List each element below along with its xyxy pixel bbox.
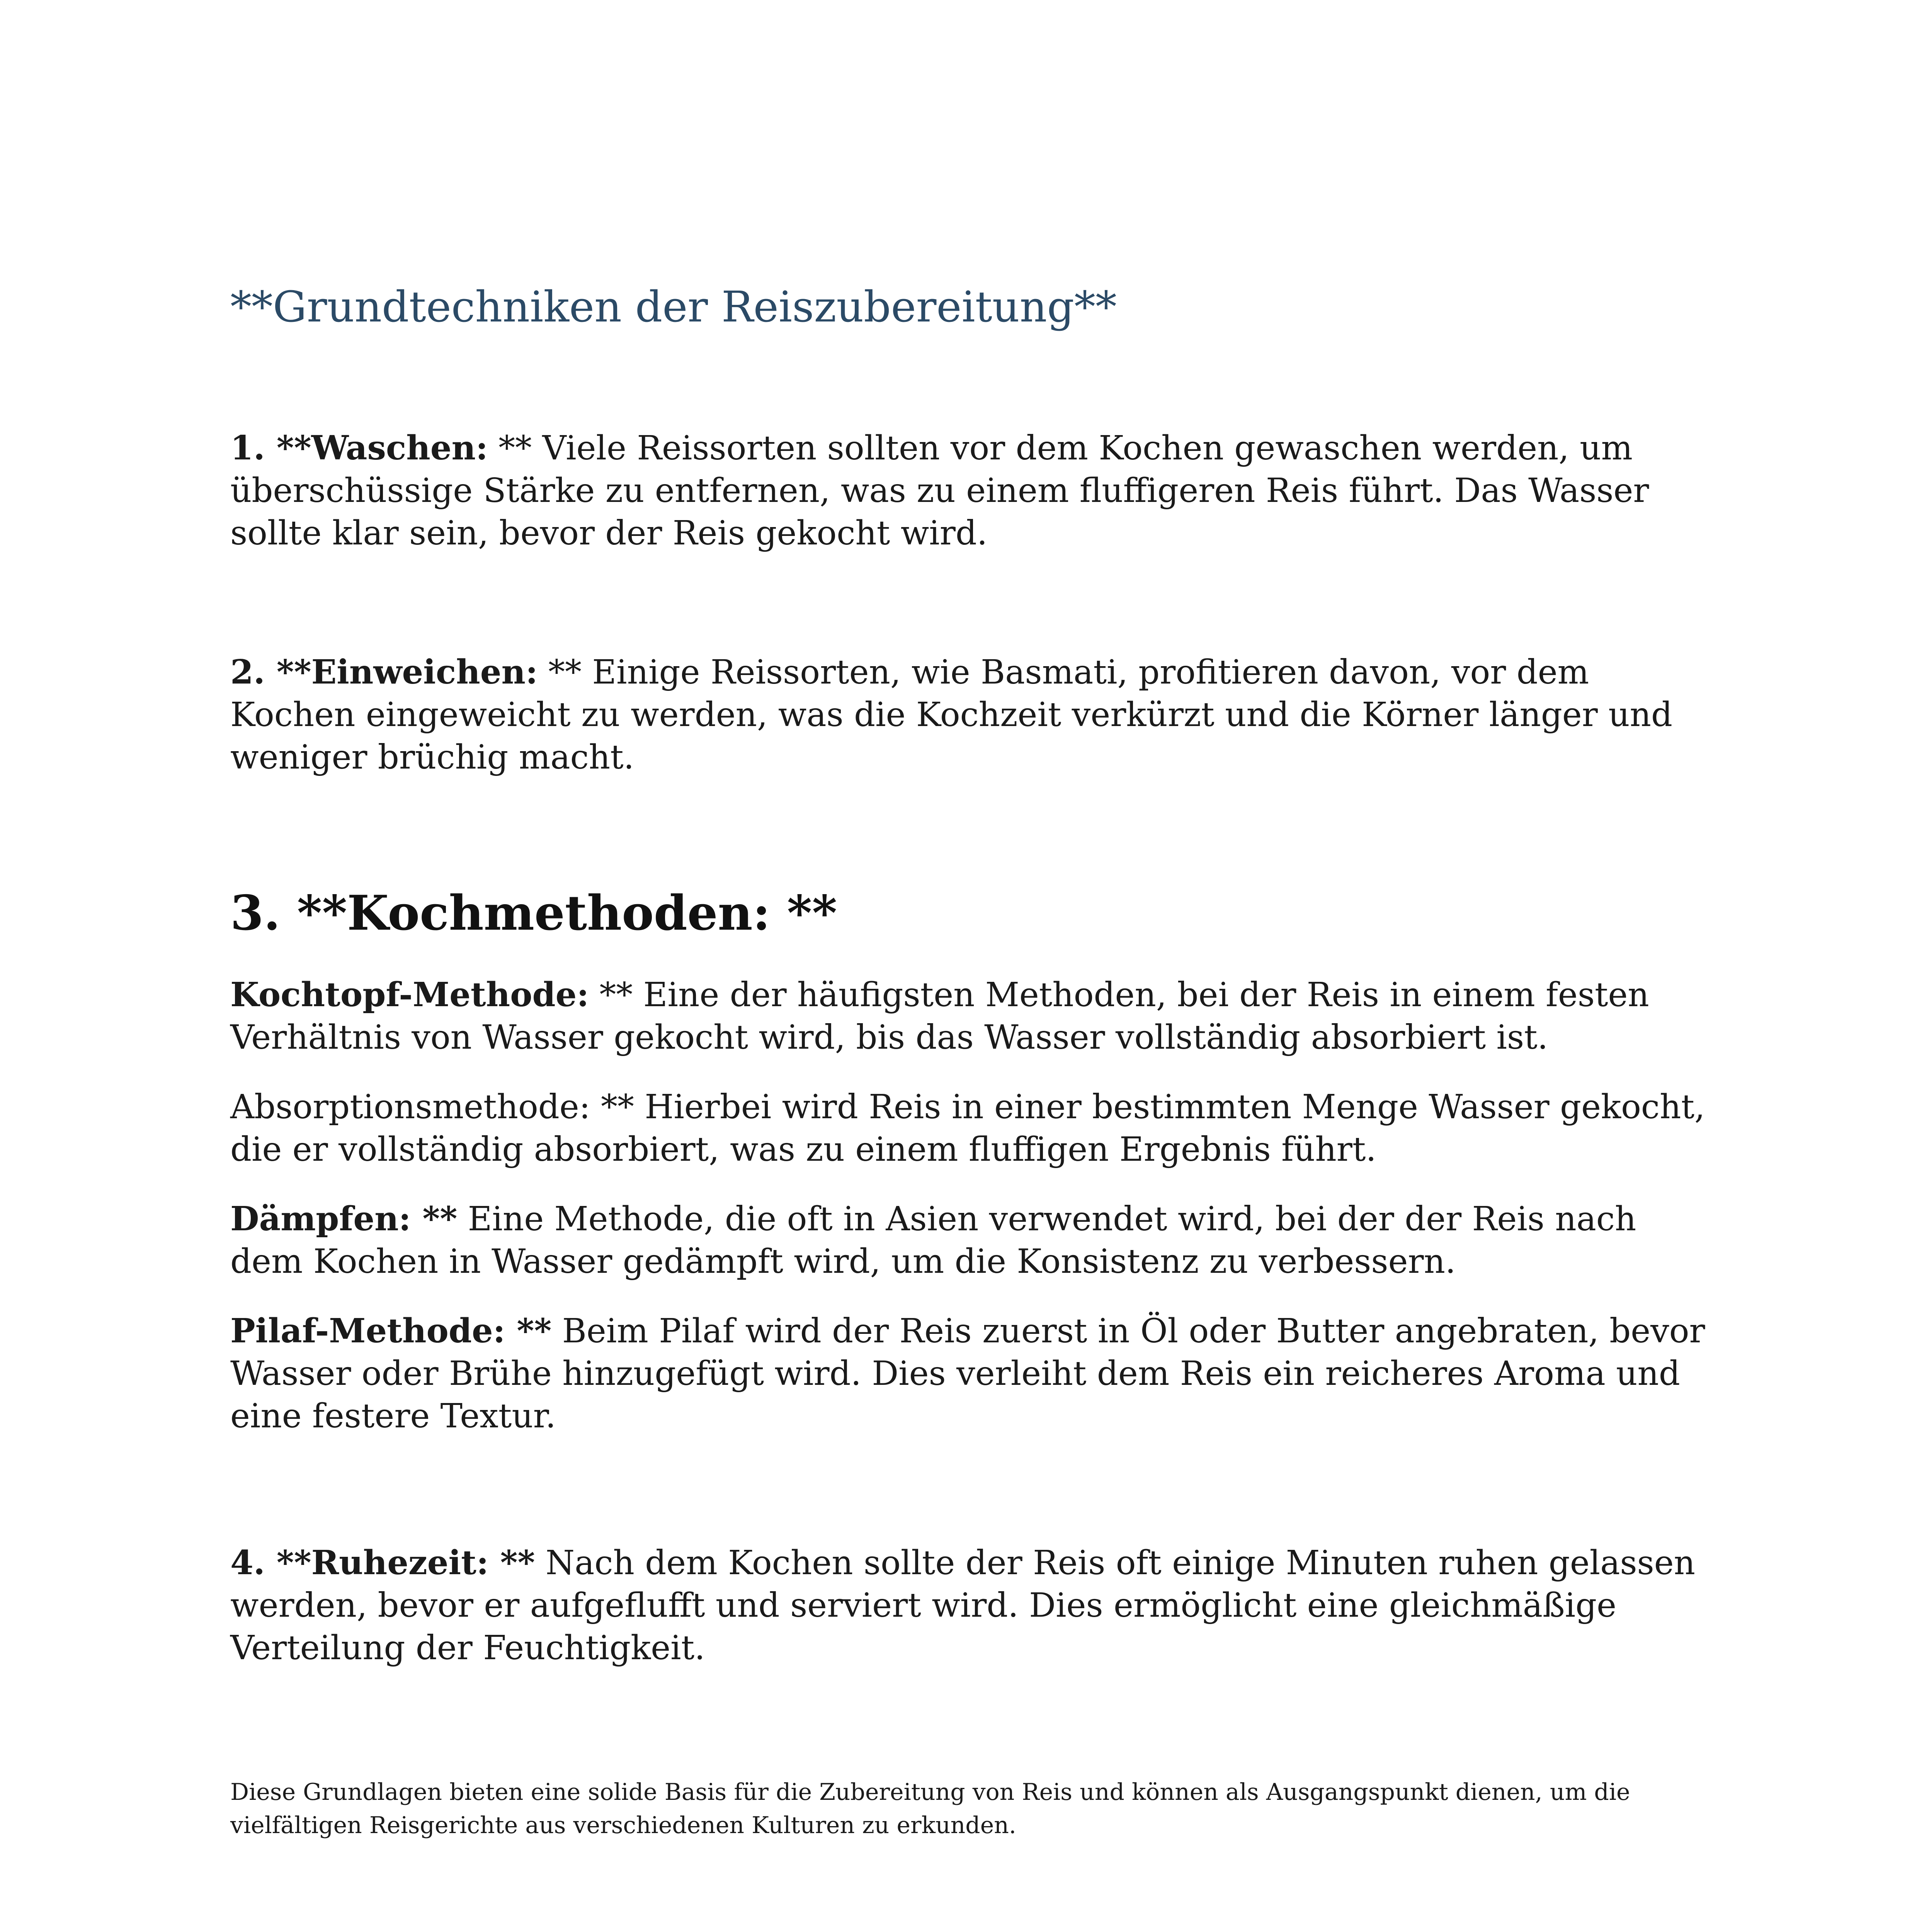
method-absorption-text: Absorptionsmethode: ** Hierbei wird Reis in einer bestimmten Menge Wasser gekocht, die er vollständig absorbiert, was zu einem fluffigen Ergebnis führt. <box>230 1088 1705 1169</box>
section-washing <box>230 427 1718 554</box>
method-pot <box>230 974 1718 1059</box>
section-soaking-text: ** Einige Reissorten, wie Basmati, profitieren davon, vor dem Kochen eingeweicht zu werden, was die Kochzeit verkürzt und die Körner länger und weniger brüchig macht. <box>230 653 1673 777</box>
methods-heading: 3. **Kochmethoden: ** <box>230 885 837 941</box>
method-pilaf-text: Beim Pilaf wird der Reis zuerst in Öl oder Butter angebraten, bevor Wasser oder Brühe hinzugefügt wird. Dies verleiht dem Reis ein reicheres Aroma und eine festere Textur. <box>230 1312 1705 1435</box>
section-washing-text: ** Viele Reissorten sollten vor dem Kochen gewaschen werden, um überschüssige Stärke zu entfernen, was zu einem fluffigeren Reis führt. Das Wasser sollte klar sein, bevor der Reis gekocht wird. <box>230 429 1649 553</box>
method-steaming-text: Eine Methode, die oft in Asien verwendet wird, bei der der Reis nach dem Kochen in Wasser gedämpft wird, um die Konsistenz zu verbessern. <box>230 1200 1636 1281</box>
method-absorption <box>230 1086 1718 1171</box>
section-rest <box>230 1542 1718 1669</box>
section-soaking <box>230 651 1718 779</box>
section-rest-text: Nach dem Kochen sollte der Reis oft einige Minuten ruhen gelassen werden, bevor er aufgeflufft und serviert wird. Dies ermöglicht eine gleichmäßige Verteilung der Feuchtigkeit. <box>230 1544 1696 1667</box>
method-pilaf <box>230 1310 1718 1437</box>
page-title: **Grundtechniken der Reiszubereitung** <box>230 282 1117 332</box>
section-rest-label: 4. **Ruhezeit: ** <box>230 1543 535 1582</box>
method-steaming-label: Dämpfen: ** <box>230 1199 458 1238</box>
method-pilaf-label: Pilaf-Methode: ** <box>230 1311 552 1350</box>
method-pot-text: ** Eine der häufigsten Methoden, bei der Reis in einem festen Verhältnis von Wasser gekocht wird, bis das Wasser vollständig absorbiert ist. <box>230 976 1649 1057</box>
method-steaming <box>230 1198 1718 1283</box>
section-washing-label: 1. **Waschen: <box>230 429 488 468</box>
section-soaking-label: 2. **Einweichen: <box>230 653 538 692</box>
closing-note: Diese Grundlagen bieten eine solide Basis für die Zubereitung von Reis und können als Ausgangspunkt dienen, um die vielfältigen Reisgerichte aus verschiedenen Kulturen zu erkunden. <box>230 1779 1630 1839</box>
method-pot-label: Kochtopf-Methode: <box>230 975 589 1014</box>
